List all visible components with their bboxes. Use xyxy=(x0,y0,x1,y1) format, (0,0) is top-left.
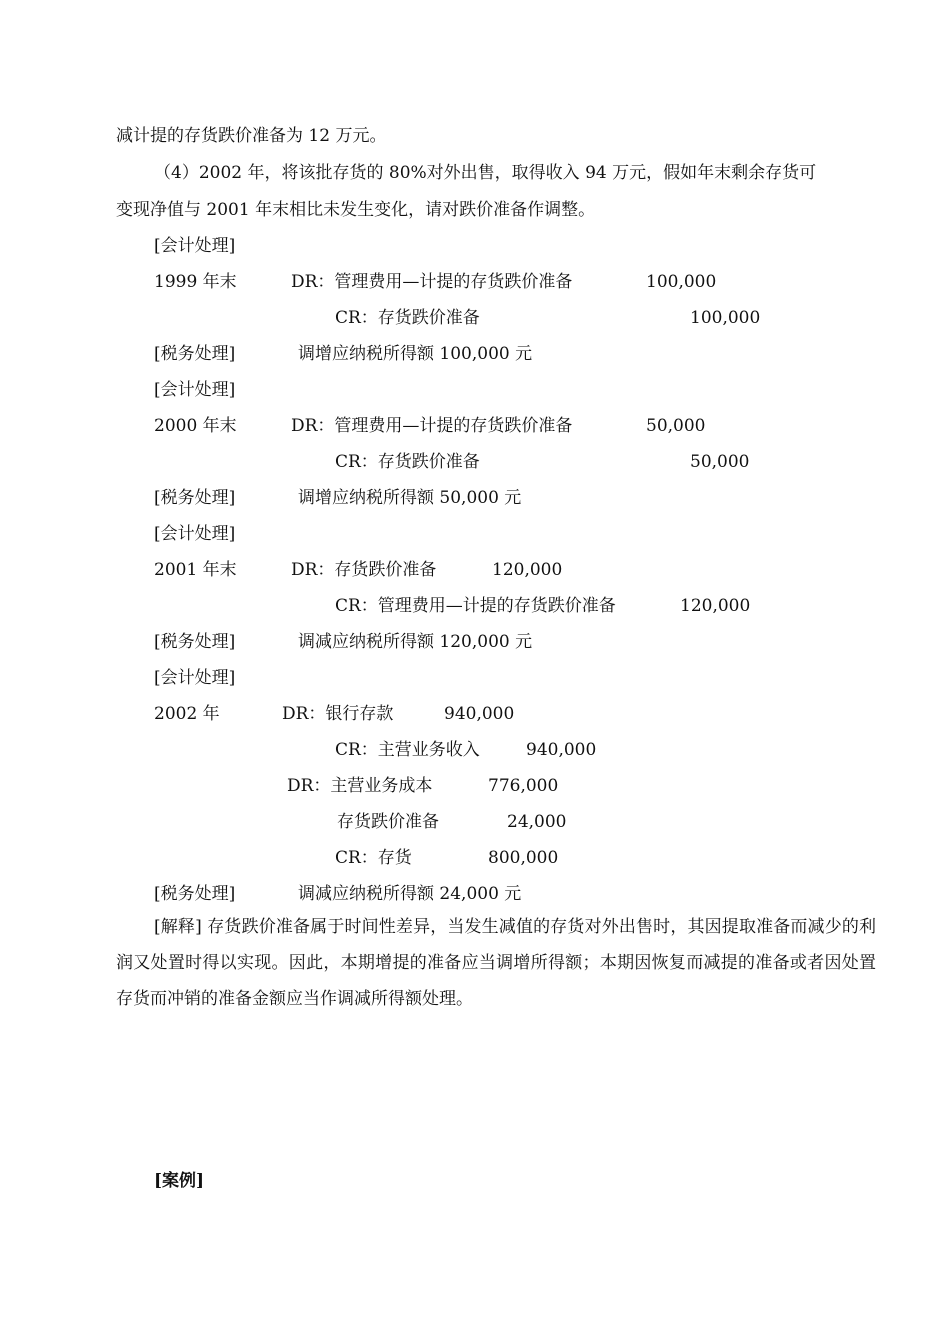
journal-amount: 940,000 xyxy=(526,740,597,760)
journal-amount: 940,000 xyxy=(444,704,515,724)
tax-adjustment: 调减应纳税所得额 120,000 元 xyxy=(298,632,533,652)
year-label: 2001 年末 xyxy=(154,560,237,580)
text-line: （4）2002 年，将该批存货的 80%对外出售，取得收入 94 万元，假如年末剩余存货可 xyxy=(154,163,817,183)
journal-debit: DR：存货跌价准备 xyxy=(291,560,437,580)
journal-credit: CR：存货跌价准备 xyxy=(335,308,480,328)
journal-amount: 50,000 xyxy=(646,416,706,436)
journal-amount: 120,000 xyxy=(680,596,751,616)
journal-amount: 100,000 xyxy=(646,272,717,292)
explanation-paragraph: [解释] 存货跌价准备属于时间性差异，当发生减值的存货对外出售时，其因提取准备而减少的利润又处置时得以实现。因此，本期增提的准备应当调增所得额；本期因恢复而减提的准备或者因处置存货而冲销的准备金额应当作调减所得额处理。 xyxy=(116,917,876,1009)
journal-amount: 120,000 xyxy=(492,560,563,580)
section-label-accounting: [会计处理] xyxy=(154,380,236,400)
text-line: 变现净值与 2001 年末相比未发生变化，请对跌价准备作调整。 xyxy=(116,200,596,220)
journal-credit: CR：存货跌价准备 xyxy=(335,452,480,472)
journal-debit: DR：管理费用—计提的存货跌价准备 xyxy=(291,272,573,292)
year-label: 1999 年末 xyxy=(154,272,237,292)
journal-credit: CR：存货 xyxy=(335,848,412,868)
tax-adjustment: 调增应纳税所得额 100,000 元 xyxy=(298,344,533,364)
tax-adjustment: 调减应纳税所得额 24,000 元 xyxy=(298,884,522,904)
journal-amount: 24,000 xyxy=(507,812,567,832)
journal-credit: CR：主营业务收入 xyxy=(335,740,480,760)
journal-credit: CR：管理费用—计提的存货跌价准备 xyxy=(335,596,616,616)
section-label-tax: [税务处理] xyxy=(154,884,236,904)
year-label: 2002 年 xyxy=(154,704,220,724)
journal-amount: 100,000 xyxy=(690,308,761,328)
section-label-accounting: [会计处理] xyxy=(154,668,236,688)
journal-amount: 776,000 xyxy=(488,776,559,796)
section-label-tax: [税务处理] xyxy=(154,344,236,364)
section-label-accounting: [会计处理] xyxy=(154,524,236,544)
journal-amount: 50,000 xyxy=(690,452,750,472)
journal-amount: 800,000 xyxy=(488,848,559,868)
tax-adjustment: 调增应纳税所得额 50,000 元 xyxy=(298,488,522,508)
journal-debit: DR：管理费用—计提的存货跌价准备 xyxy=(291,416,573,436)
journal-debit: 存货跌价准备 xyxy=(337,812,439,832)
case-heading: [案例] xyxy=(154,1171,205,1191)
section-label-accounting: [会计处理] xyxy=(154,236,236,256)
section-label-tax: [税务处理] xyxy=(154,632,236,652)
journal-debit: DR：主营业务成本 xyxy=(287,776,433,796)
year-label: 2000 年末 xyxy=(154,416,237,436)
text-line: 减计提的存货跌价准备为 12 万元。 xyxy=(116,126,387,146)
section-label-tax: [税务处理] xyxy=(154,488,236,508)
journal-debit: DR：银行存款 xyxy=(282,704,394,724)
